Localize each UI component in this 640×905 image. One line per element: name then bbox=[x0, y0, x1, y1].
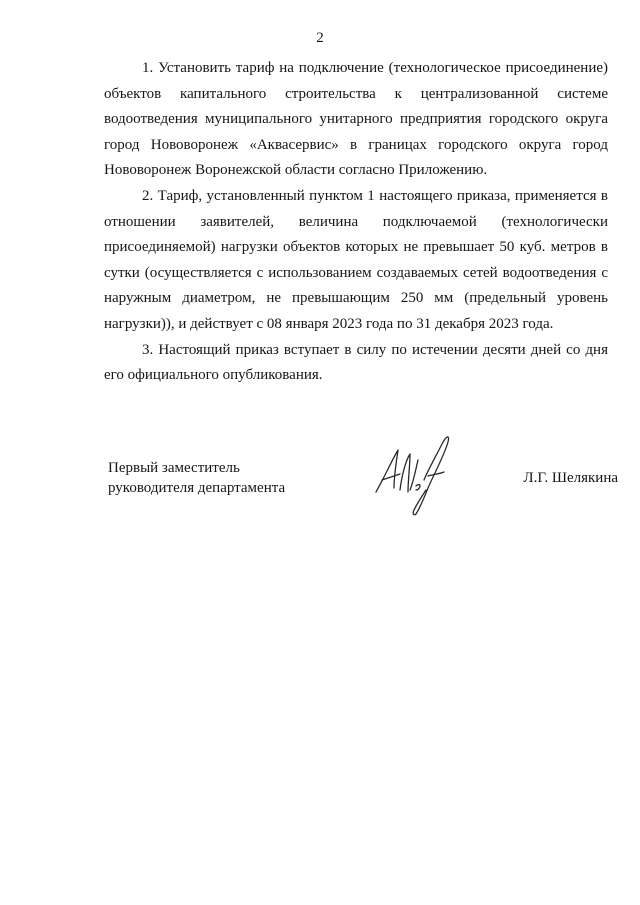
paragraph-3: 3. Настоящий приказ вступает в силу по истечении десяти дней со дня его официального опубликования. bbox=[104, 341, 608, 384]
handwritten-signature bbox=[370, 430, 466, 520]
signer-title bbox=[108, 458, 348, 498]
document-body bbox=[104, 56, 608, 389]
signature-block bbox=[108, 458, 618, 538]
page-number: 2 bbox=[316, 30, 324, 46]
paragraph-2: 2. Тариф, установленный пунктом 1 настоящего приказа, применяется в отношении заявителей, величина подключаемой (технологически присоединяемой) нагрузки объектов которых не превышает 50 куб. метров в сутки (осуществляется с использованием создаваемых сетей водоотведения с наружным диаметром, не превышающим 250 мм (предельный уровень нагрузки)), и действует с 08 января 2023 года по 31 декабря 2023 года. bbox=[104, 187, 608, 332]
paragraph-1: 1. Установить тариф на подключение (технологическое присоединение) объектов капитального строительства к централизованной системе водоотведения муниципального унитарного предприятия городского округа город Нововоронеж «Аквасервис» в границах городского округа город Нововоронеж Воронежской области согласно Приложению. bbox=[104, 60, 608, 179]
signer-title-line-2: руководителя департамента bbox=[108, 480, 286, 496]
signer-title-line-1: Первый заместитель bbox=[108, 460, 240, 476]
signer-name: Л.Г. Шелякина bbox=[523, 470, 618, 486]
